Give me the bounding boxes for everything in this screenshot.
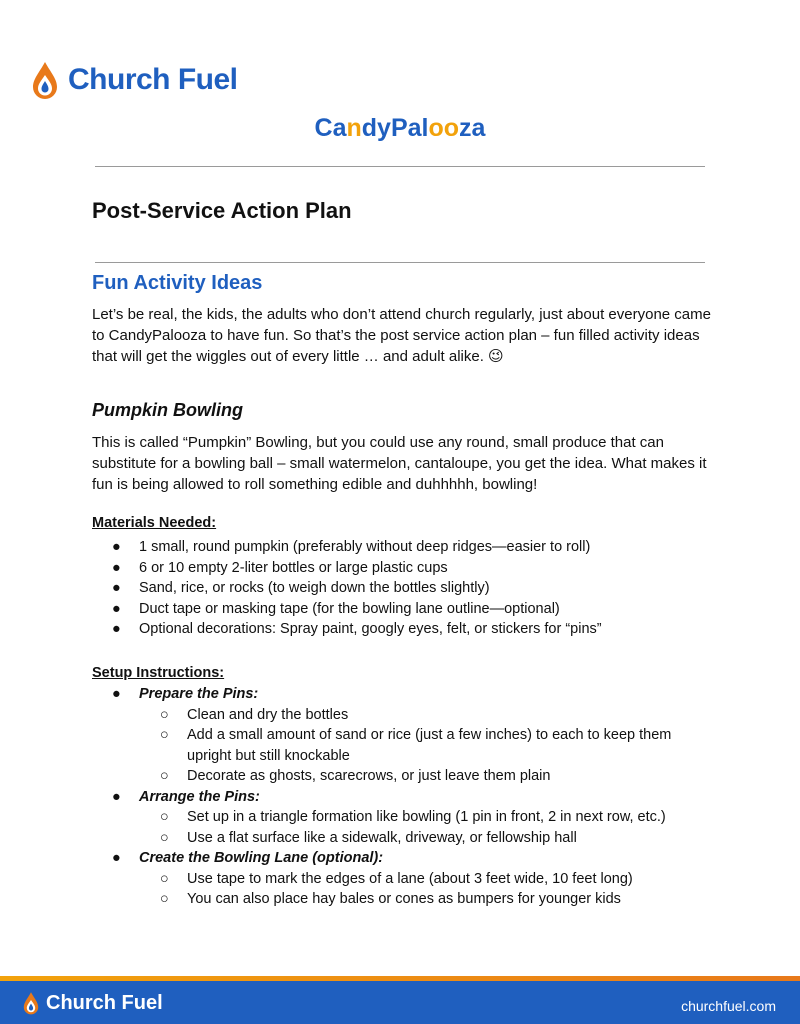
event-title-segment: dy [361,114,391,142]
setup-step-title: Prepare the Pins: [139,686,259,702]
material-item [112,599,712,620]
hollow-circle-icon: ○ [160,768,169,784]
event-title-segment: Ca [314,114,347,142]
event-title-segment: n [346,114,362,142]
church-fuel-logo [30,60,238,100]
hollow-circle-icon: ○ [160,829,169,846]
bullet-dot-icon: ● [112,621,121,637]
bullet-dot-icon: ● [112,600,121,617]
setup-subitem [160,725,712,766]
footer-accent-bar [0,976,800,981]
event-title-segment: oo [428,114,460,142]
setup-subitem [160,889,712,910]
event-title-segment: za [459,114,486,142]
setup-step [112,684,712,787]
materials-list [112,537,712,640]
bullet-dot-icon: ● [112,580,121,596]
divider [95,166,705,167]
divider [95,262,705,263]
setup-step-title: Arrange the Pins: [139,788,260,805]
section-title: Fun Activity Ideas [92,272,263,294]
setup-subitem-text: Use a flat surface like a sidewalk, driveway, or fellowship hall [187,829,577,846]
event-title [0,114,800,143]
material-text: Optional decorations: Spray paint, googly eyes, felt, or stickers for “pins” [139,621,602,637]
material-text: Sand, rice, or rocks (to weigh down the bottles slightly) [139,580,490,596]
setup-subitem [160,705,712,726]
bullet-dot-icon: ● [112,559,121,576]
setup-subitem-text: Clean and dry the bottles [187,706,349,723]
setup-step [112,787,712,849]
bullet-dot-icon: ● [112,539,121,555]
setup-heading: Setup Instructions: [92,665,225,681]
hollow-circle-icon: ○ [160,706,169,723]
material-item [112,558,712,579]
material-text: Duct tape or masking tape (for the bowling lane outline—optional) [139,600,560,617]
intro-paragraph: Let’s be real, the kids, the adults who don’t attend church regularly, just about everyone came to CandyPalooza to have fun. So that’s the post service action plan – fun filled activity ideas that will get the wiggles out of every little … and adult alike. 😉 [92,306,711,365]
setup-subitem [160,766,712,787]
bullet-dot-icon: ● [112,850,121,866]
setup-subitem-text: You can also place hay bales or cones as bumpers for younger kids [187,891,621,907]
hollow-circle-icon: ○ [160,809,169,825]
material-text: 6 or 10 empty 2-liter bottles or large plastic cups [139,559,448,576]
material-item [112,578,712,599]
setup-subitem [160,869,712,890]
setup-step-title: Create the Bowling Lane (optional): [139,850,384,866]
setup-subitem [160,828,712,849]
material-item [112,537,712,558]
flame-drop-icon [22,991,40,1015]
setup-steps-list [112,684,712,910]
hollow-circle-icon: ○ [160,870,169,887]
hollow-circle-icon: ○ [160,727,169,743]
footer [0,976,800,1024]
bullet-dot-icon: ● [112,686,121,702]
document-title: Post-Service Action Plan [92,198,352,223]
material-text: 1 small, round pumpkin (preferably without deep ridges—easier to roll) [139,539,591,555]
setup-step-subitems [139,705,712,787]
material-item [112,619,712,640]
setup-step-subitems [139,869,712,910]
bullet-dot-icon: ● [112,788,121,805]
activity-title: Pumpkin Bowling [92,400,243,420]
setup-step [112,848,712,910]
event-title-segment: Pal [390,114,429,142]
footer-brand-name: Church Fuel [46,991,163,1014]
footer-website-link[interactable]: churchfuel.com [681,998,776,1014]
brand-name: Church Fuel [68,63,238,96]
setup-step-subitems [139,807,712,848]
setup-subitem-text: Use tape to mark the edges of a lane (about 3 feet wide, 10 feet long) [187,870,633,887]
hollow-circle-icon: ○ [160,891,169,907]
setup-subitem-text: Decorate as ghosts, scarecrows, or just leave them plain [187,768,551,784]
activity-description: This is called “Pumpkin” Bowling, but you could use any round, small produce that can substitute for a bowling ball – small watermelon, cantaloupe, you get the idea. What makes it fun is being allowed to roll something edible and duhhhhh, bowling! [92,434,707,493]
setup-subitem [160,807,712,828]
footer-logo [22,990,163,1016]
setup-subitem-text: Set up in a triangle formation like bowling (1 pin in front, 2 in next row, etc.) [187,809,666,825]
materials-heading: Materials Needed: [92,515,217,531]
setup-subitem-text: Add a small amount of sand or rice (just a few inches) to each to keep them upright but still knockable [187,727,672,764]
flame-drop-icon [30,60,60,100]
